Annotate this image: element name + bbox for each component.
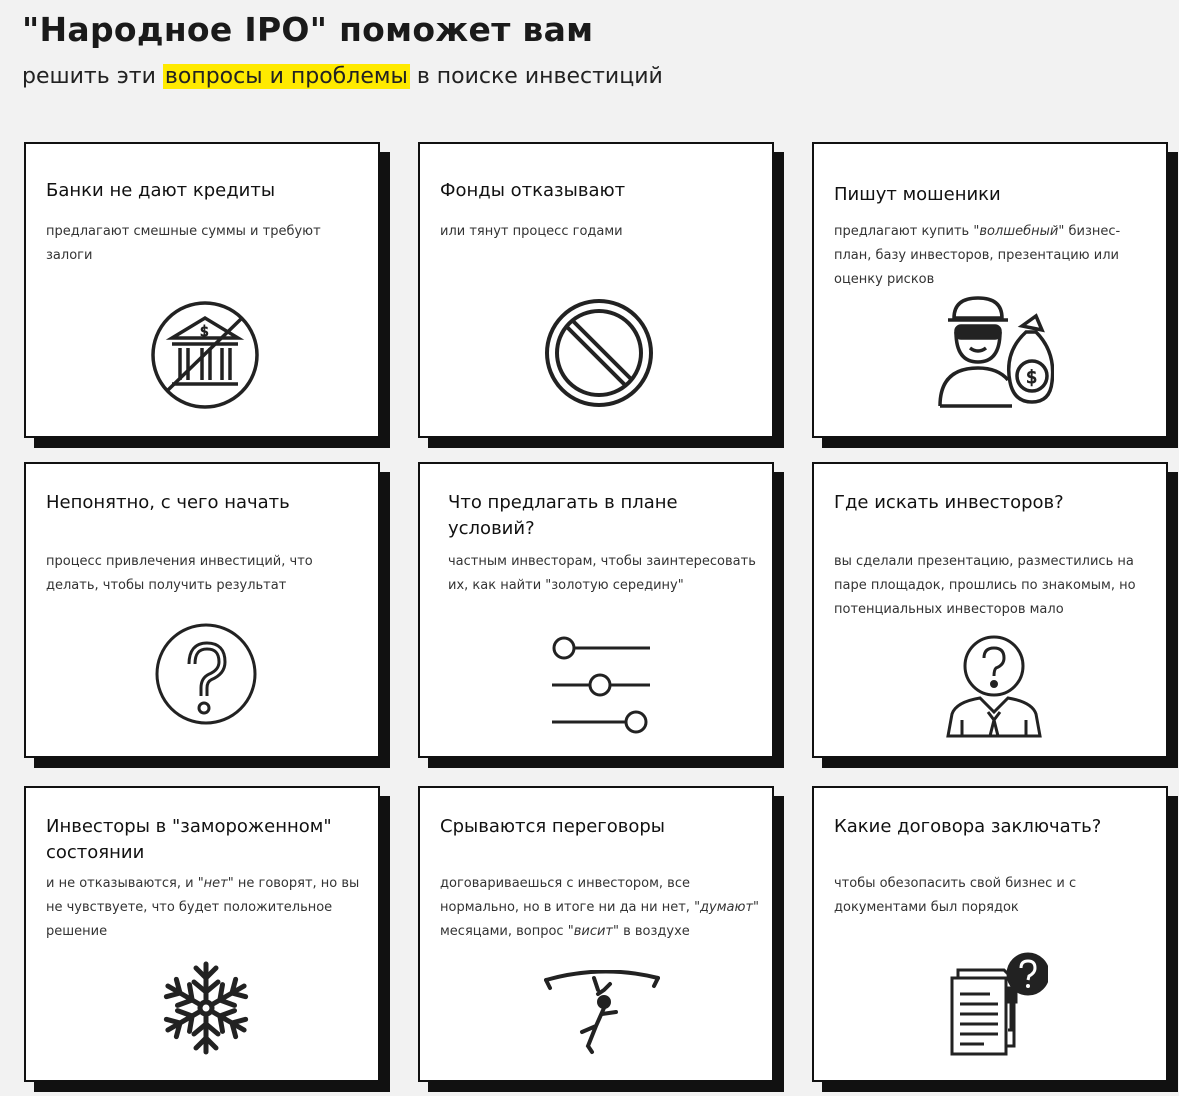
thief-icon	[934, 296, 1054, 412]
card-title: Что предлагать в плане условий?	[448, 492, 678, 539]
card-title: Непонятно, с чего начать	[46, 492, 290, 513]
card-text	[440, 872, 760, 944]
subtitle-text-end: в поиске инвестиций	[409, 64, 663, 89]
card-title: Фонды отказывают	[440, 180, 626, 201]
page-subtitle	[22, 64, 663, 89]
subtitle-text-start: решить эти	[22, 64, 163, 89]
card-title: Банки не дают кредиты	[46, 180, 276, 201]
card-frozen-investors	[24, 786, 380, 1082]
card-text: вы сделали презентацию, разместились на паре площадок, прошлись по знакомым, но потенциальных инвесторов мало	[834, 554, 1136, 617]
svg-text:$: $	[200, 324, 209, 340]
card-text	[834, 220, 1154, 292]
card-text-emphasis: висит	[573, 924, 613, 939]
card-text-part: " не говорят, но вы не чувствуете, что будет положительное решение	[46, 876, 360, 939]
svg-text:$: $	[1026, 367, 1038, 388]
snowflake-icon	[158, 960, 254, 1056]
card-text-part: и не отказываются, и "	[46, 876, 204, 891]
card-title: Какие договора заключать?	[834, 816, 1102, 837]
card-text-part: предлагают купить "	[834, 224, 980, 239]
subtitle-highlight: вопросы и проблемы	[164, 64, 408, 89]
card-negotiations	[418, 786, 774, 1082]
card-title: Срываются переговоры	[440, 816, 665, 837]
page-title: "Народное IPO" поможет вам	[22, 10, 594, 49]
card-text: чтобы обезопасить свой бизнес и с документами был порядок	[834, 876, 1077, 915]
prohibited-icon	[544, 298, 654, 408]
card-text-part: договариваешься с инвестором, все нормально, но в итоге ни да ни нет, "	[440, 876, 701, 915]
contract-question-icon	[944, 950, 1048, 1060]
card-text	[46, 872, 366, 944]
card-text: частным инвесторам, чтобы заинтересовать их, как найти "золотую середину"	[448, 554, 756, 593]
card-title: Инвесторы в "замороженном" состоянии	[46, 816, 332, 863]
card-text-emphasis: волшебный	[979, 224, 1059, 239]
sliders-icon	[550, 630, 654, 734]
question-circle-icon	[154, 622, 258, 726]
card-fraudsters	[812, 142, 1168, 438]
card-text-part: " в воздухе	[612, 924, 690, 939]
card-text-emphasis: думают	[700, 900, 754, 915]
card-title: Пишут мошеники	[834, 184, 1001, 205]
card-text: или тянут процесс годами	[440, 224, 623, 239]
card-text: предлагают смешные суммы и требуют залоги	[46, 224, 321, 263]
hanging-person-icon	[544, 970, 660, 1056]
card-text-emphasis: нет	[203, 876, 228, 891]
card-funds	[418, 142, 774, 438]
person-question-icon	[944, 634, 1044, 738]
card-terms	[418, 462, 774, 758]
card-banks	[24, 142, 380, 438]
card-find-investors	[812, 462, 1168, 758]
card-text: процесс привлечения инвестиций, что делать, чтобы получить результат	[46, 554, 313, 593]
card-contracts	[812, 786, 1168, 1082]
bank-prohibited-icon	[150, 300, 260, 410]
card-title: Где искать инвесторов?	[834, 492, 1064, 513]
card-text-part: " бизнес-план, базу инвесторов, презентацию или оценку рисков	[834, 224, 1121, 287]
card-text-part: " месяцами, вопрос "	[440, 900, 760, 939]
card-where-to-start	[24, 462, 380, 758]
